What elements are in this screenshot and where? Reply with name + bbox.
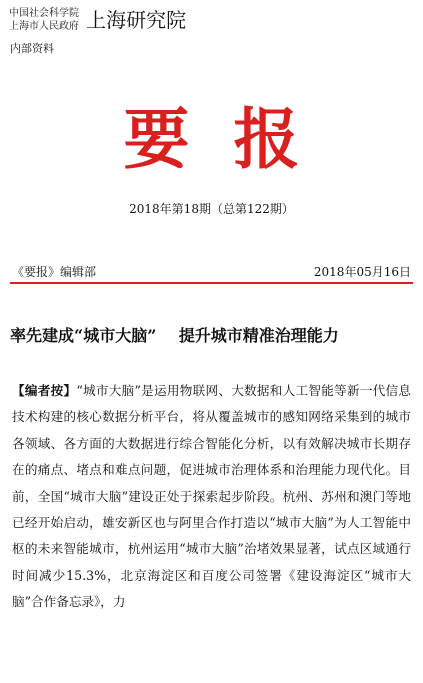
org-cass: 中国社会科学院 (9, 8, 79, 19)
editor-note (12, 378, 411, 616)
classification-label: 内部资料 (10, 42, 54, 55)
article-headline: 率先建成“城市大脑” 提升城市精准治理能力 (10, 326, 339, 345)
publication-date: 2018年05月16日 (313, 265, 411, 279)
institute-name: 上海研究院 (86, 8, 187, 32)
org-shanghai-government: 上海市人民政府 (9, 21, 79, 32)
red-divider (10, 282, 413, 284)
co-issuers (9, 7, 79, 33)
editor-note-text: “城市大脑”是运用物联网、大数据和人工智能等新一代信息技术构建的核心数据分析平台，将从覆盖城市的感知网络采集到的城市各领域、各方面的大数据进行综合智能化分析，以有效解决城市长期存在的痛点、堵点和难点问题，促进城市治理体系和治理能力现代化。目前，全国“城市大脑”建设正处于探索起步阶段。杭州、苏州和澳门等地已经开始启动，雄安新区也与阿里合作打造以“城市大脑”为人工智能中枢的未来智能城市，杭州运用“城市大脑”治堵效果显著，试点区域通行时间减少15.3%，北京海淀区和百度公司签署《建设海淀区“城市大脑”合作备忘录》，力 (12, 383, 411, 610)
issue-number: 2018年第18期（总第122期） (129, 202, 294, 216)
issuing-organizations (9, 7, 186, 33)
editorial-department: 《要报》编辑部 (12, 265, 97, 279)
editor-row (12, 263, 411, 280)
masthead-title: 要报 (123, 100, 344, 178)
editor-note-label: 【编者按】 (12, 383, 77, 398)
